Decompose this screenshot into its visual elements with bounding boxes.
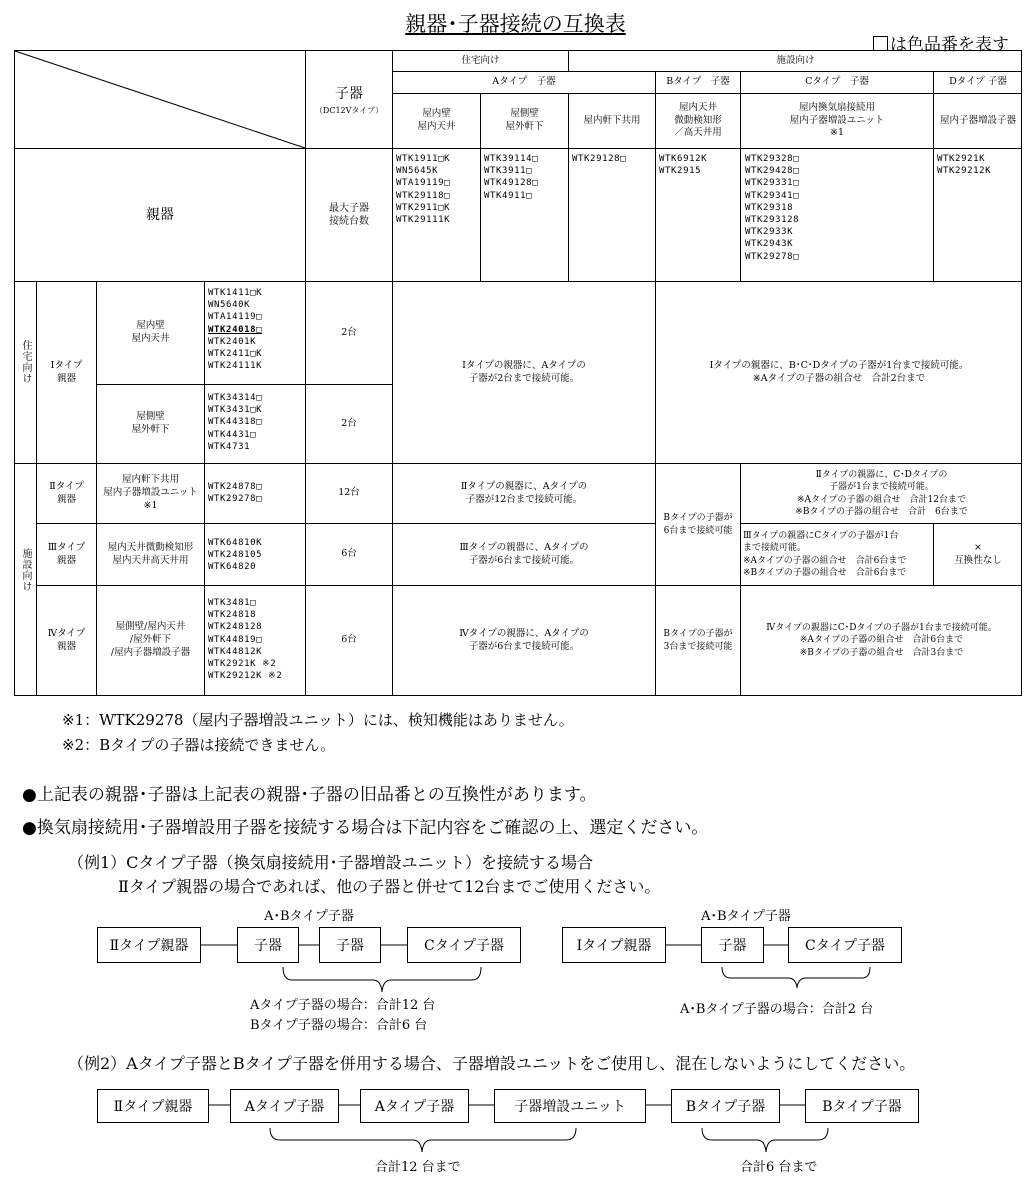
- example1-heading: （例1）Cタイプ子器（換気扇接続用･子器増設ユニット）を接続する場合: [68, 853, 593, 872]
- type1-bcd-compat: Ⅰタイプの親器に、B･C･Dタイプの子器が1台まで接続可能。 ※Aタイプの子器の組合せ 合計2台まで: [709, 359, 969, 384]
- type1-models2: WTK34314□ WTK3431□K WTK44318□ WTK4431□ WTK4731: [208, 393, 263, 452]
- type3-location: 屋内天井微動検知形 屋内天井高天井用: [107, 541, 194, 566]
- type2-models: WTK24878□ WTK29278□: [208, 482, 263, 505]
- example1-right-caption: A･Bタイプ子器の場合：合計2 台: [680, 1002, 874, 1017]
- type4-oyaki: Ⅳタイプ 親器: [47, 627, 86, 652]
- b1-model-list: WTK6912K WTK2915: [659, 154, 708, 177]
- side-label-jutaku: 住宅向け: [20, 340, 31, 384]
- example2-caption-right: 合計6 台まで: [740, 1160, 818, 1175]
- a-type-header: Aタイプ 子器: [492, 76, 556, 88]
- type3-d-no-compat: × 互換性なし: [954, 541, 1002, 566]
- a2-model-list: WTK39114□ WTK3911□ WTK49128□ WTK4911□: [484, 154, 539, 201]
- example2-box-a-type-2: Aタイプ子器: [360, 1089, 469, 1123]
- a2-location-header: 屋側壁 屋外軒下: [505, 108, 544, 132]
- type1-models1b: WTK2401K WTK2411□K WTK24111K: [208, 337, 263, 372]
- type4-a-compat: Ⅳタイプの親器に、Aタイプの 子器が6台まで接続可能。: [459, 627, 589, 652]
- c1-model-list: WTK29328□ WTK29428□ WTK29331□ WTK29341□ WTK29318 WTK293128 WTK2933K WTK2943K WTK29278□: [745, 154, 800, 262]
- type4-cd-compat: Ⅳタイプの親器にC･Dタイプの子器が1台まで接続可能。 ※Aタイプの子器の組合せ 合計6台まで ※Bタイプの子器の組合せ 合計3台まで: [766, 623, 997, 658]
- type1-location2: 屋側壁 屋外軒下: [131, 411, 170, 435]
- type4-count: 6台: [341, 634, 357, 646]
- type3-a-compat: Ⅲタイプの親器に、Aタイプの 子器が6台まで接続可能。: [459, 541, 589, 566]
- a3-model-list: WTK29128□: [572, 154, 627, 164]
- max-connections-header: 最大子器 接続台数: [329, 202, 369, 227]
- a1-location-header: 屋内壁 屋内天井: [417, 108, 456, 132]
- type2-cd-compat: Ⅱタイプの親器に、C･Dタイプの 子器が1台まで接続可能。 ※Aタイプの子器の組合せ 合計12台まで ※Bタイプの子器の組合せ 合計 6台まで: [795, 470, 968, 517]
- type1-model-highlighted: WTK24018□: [208, 325, 263, 335]
- a1-model-list: WTK1911□K WN5645K WTA19119□ WTK29118□ WTK2911□K WTK29111K: [396, 154, 451, 226]
- type4-b-compat: Bタイプの子器が 3台まで接続可能: [663, 629, 733, 652]
- page-title: 親器･子器接続の互換表: [405, 12, 626, 36]
- type3-count: 6台: [341, 548, 357, 560]
- bullet-selection: ●換気扇接続用･子器増設用子器を接続する場合は下記内容をご確認の上、選定ください。: [22, 818, 709, 838]
- type1-location1: 屋内壁 屋内天井: [131, 320, 170, 344]
- type2-a-compat: Ⅱタイプの親器に、Aタイプの 子器が12台まで接続可能。: [460, 480, 588, 505]
- type1-count1: 2台: [341, 326, 357, 338]
- footnote-2: ※2：Bタイプの子器は接続できません。: [62, 736, 336, 754]
- d-type-header: Dタイプ 子器: [949, 76, 1007, 88]
- bullet-compatibility: ●上記表の親器･子器は上記表の親器･子器の旧品番との互換性があります。: [22, 785, 597, 805]
- example2-heading: （例2）Aタイプ子器とBタイプ子器を併用する場合、子器増設ユニットをご使用し、混在しないようにしてください。: [68, 1054, 916, 1073]
- type1-a-compat: Ⅰタイプの親器に、Aタイプの 子器が2台まで接続可能。: [462, 359, 586, 384]
- color-code-legend: は色品番を表す: [873, 30, 1009, 55]
- example1-right-box-kouki: 子器: [701, 927, 764, 963]
- example2-box-b-type-2: Bタイプ子器: [805, 1089, 919, 1123]
- example2-box-oyaki: Ⅱタイプ親器: [97, 1089, 209, 1123]
- example2-caption-left: 合計12 台まで: [375, 1160, 461, 1175]
- example1-right-label: A･Bタイプ子器: [701, 909, 791, 924]
- example1-left-box-oyaki: Ⅱタイプ親器: [97, 927, 201, 963]
- type4-models: WTK3481□ WTK24818 WTK248128 WTK44819□ WTK44812K WTK2921K ※2 WTK29212K ※2: [208, 598, 283, 682]
- b1-location-header: 屋内天井 微動検知形 ／高天井用: [674, 101, 722, 139]
- a3-location-header: 屋内軒下共用: [583, 114, 641, 126]
- example1-left-caption: Aタイプ子器の場合：合計12 台 Bタイプ子器の場合：合計6 台: [250, 998, 436, 1033]
- example2-box-expansion-unit: 子器増設ユニット: [494, 1089, 646, 1123]
- example1-right-box-oyaki: Ⅰタイプ親器: [562, 927, 666, 963]
- type3-models: WTK64810K WTK248105 WTK64820: [208, 538, 263, 573]
- type2-3-b-compat: Bタイプの子器が 6台まで接続可能: [663, 513, 733, 536]
- type2-location: 屋内軒下共用 屋内子器増設ユニット ※1: [103, 474, 198, 511]
- type4-location: 屋側壁/屋内天井 /屋外軒下 /屋内子器増設子器: [110, 621, 191, 658]
- type1-count2: 2台: [341, 417, 357, 429]
- example2-box-a-type-1: Aタイプ子器: [230, 1089, 339, 1123]
- d1-model-list: WTK2921K WTK29212K: [937, 154, 992, 177]
- c1-location-header: 屋内換気扇接続用 屋内子器増設ユニット ※1: [789, 101, 885, 139]
- type1-oyaki: Ⅰタイプ 親器: [50, 359, 83, 384]
- c-type-header: Cタイプ 子器: [805, 76, 869, 88]
- example1-left-box-kouki-2: 子器: [319, 927, 381, 963]
- b-type-header: Bタイプ 子器: [666, 76, 730, 88]
- example1-subheading: Ⅱタイプ親器の場合であれば、他の子器と併せて12台までご使用ください。: [118, 877, 661, 896]
- jutaku-header: 住宅向け: [461, 54, 500, 66]
- type3-oyaki: Ⅲタイプ 親器: [47, 541, 86, 566]
- type1-models1: WTK1411□K WN5640K WTA14119□: [208, 288, 263, 323]
- side-label-shisetsu: 施設向け: [20, 548, 31, 592]
- d1-location-header: 屋内子器増設子器: [939, 114, 1016, 126]
- kouki-header: 子器: [335, 85, 363, 102]
- kouki-sub-header: （DC12Vタイプ）: [314, 105, 384, 115]
- footnote-1: ※1：WTK29278（屋内子器増設ユニット）には、検知機能はありません。: [62, 711, 574, 729]
- example1-left-label: A･Bタイプ子器: [264, 909, 354, 924]
- type2-count: 12台: [338, 487, 360, 499]
- example1-left-box-c-type: Cタイプ子器: [407, 927, 521, 963]
- type3-c-compat: Ⅲタイプの親器にCタイプの子器が1台 まで接続可能。 ※Aタイプの子器の組合せ 合計6台まで ※Bタイプの子器の組合せ 合計6台まで: [743, 531, 907, 578]
- shisetsu-header: 施設向け: [776, 54, 815, 66]
- type2-oyaki: Ⅱタイプ 親器: [49, 480, 84, 505]
- example1-right-box-c-type: Cタイプ子器: [788, 927, 902, 963]
- oyaki-header: 親器: [146, 206, 174, 223]
- example1-diagram-lines: [0, 900, 1031, 1040]
- example1-left-box-kouki-1: 子器: [237, 927, 299, 963]
- example2-box-b-type-1: Bタイプ子器: [671, 1089, 780, 1123]
